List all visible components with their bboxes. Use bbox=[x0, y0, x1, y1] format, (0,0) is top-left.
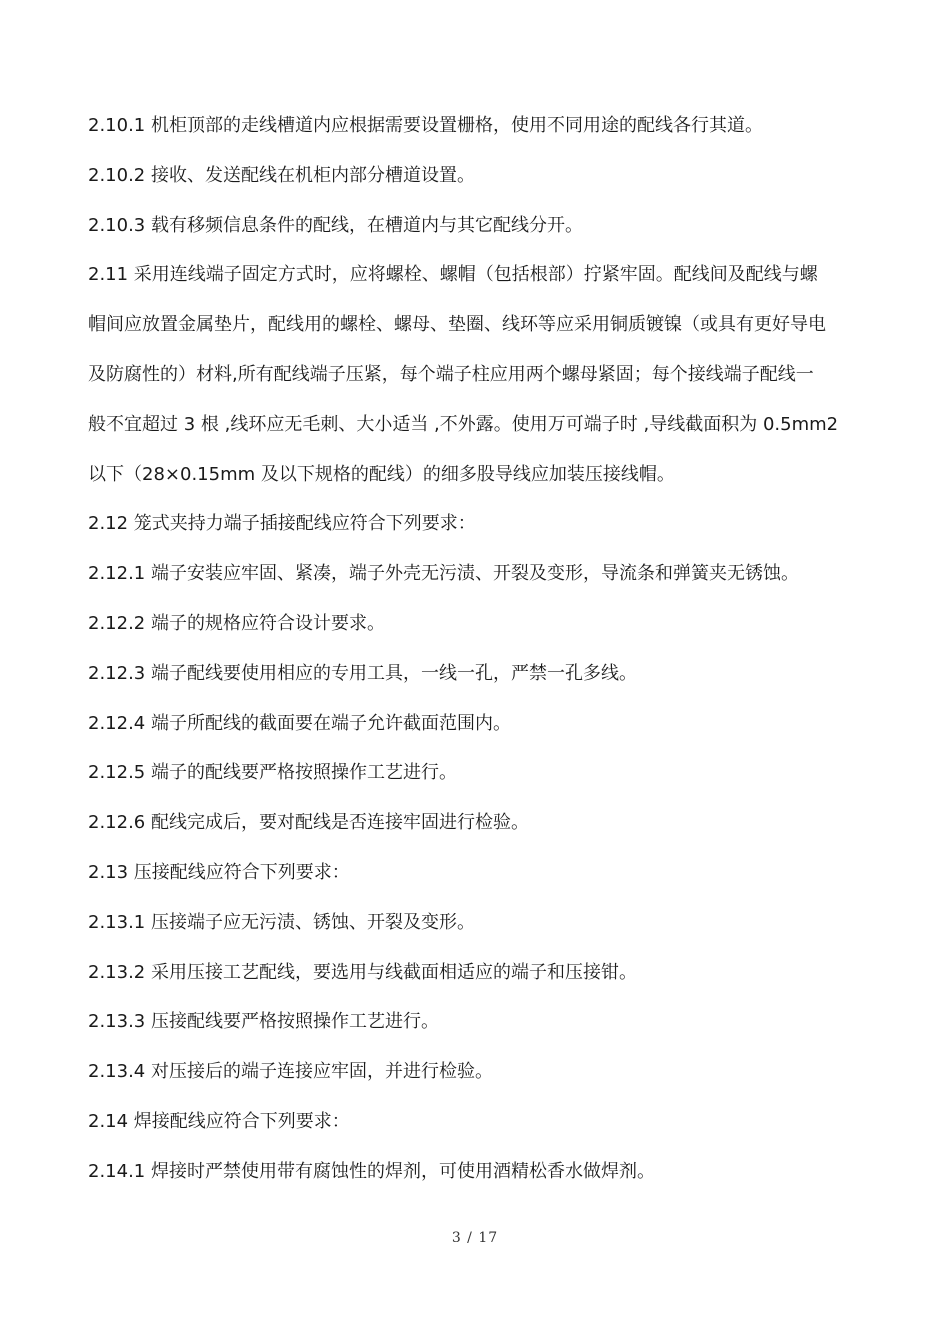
paragraph-2-11-line: 般不宜超过 3 根 ,线环应无毛刺、大小适当 ,不外露。使用万可端子时 ,导线截面积为 0.5mm2 bbox=[88, 413, 839, 435]
paragraph-2-11-line: 以下（28×0.15mm 及以下规格的配线）的细多股导线应加装压接线帽。 bbox=[88, 463, 675, 485]
paragraph-2-11-line: 帽间应放置金属垫片，配线用的螺栓、螺母、垫圈、线环等应采用铜质镀镍（或具有更好导电 bbox=[88, 314, 826, 336]
paragraph-2-12-3: 2.12.3 端子配线要使用相应的专用工具，一线一孔，严禁一孔多线。 bbox=[88, 662, 637, 684]
paragraph-2-13-2: 2.13.2 采用压接工艺配线，要选用与线截面相适应的端子和压接钳。 bbox=[88, 961, 637, 983]
paragraph-2-10-2: 2.10.2 接收、发送配线在机柜内部分槽道设置。 bbox=[88, 164, 475, 186]
paragraph-2-12-2: 2.12.2 端子的规格应符合设计要求。 bbox=[88, 612, 385, 634]
paragraph-2-13-3: 2.13.3 压接配线要严格按照操作工艺进行。 bbox=[88, 1011, 439, 1033]
paragraph-2-11-line: 及防腐性的）材料,所有配线端子压紧，每个端子柱应用两个螺母紧固；每个接线端子配线一 bbox=[88, 363, 814, 385]
paragraph-2-10-1: 2.10.1 机柜顶部的走线槽道内应根据需要设置栅格，使用不同用途的配线各行其道。 bbox=[88, 115, 763, 136]
paragraph-2-13-4: 2.13.4 对压接后的端子连接应牢固，并进行检验。 bbox=[88, 1061, 493, 1083]
paragraph-2-11-line: 2.11 采用连线端子固定方式时，应将螺栓、螺帽（包括根部）拧紧牢固。配线间及配线与螺 bbox=[88, 264, 818, 286]
page-number: 3 / 17 bbox=[451, 1230, 499, 1246]
paragraph-2-13: 2.13 压接配线应符合下列要求： bbox=[88, 861, 350, 883]
paragraph-2-14: 2.14 焊接配线应符合下列要求： bbox=[88, 1110, 350, 1132]
paragraph-2-12-6: 2.12.6 配线完成后，要对配线是否连接牢固进行检验。 bbox=[88, 812, 529, 834]
paragraph-2-12-5: 2.12.5 端子的配线要严格按照操作工艺进行。 bbox=[88, 762, 457, 784]
paragraph-2-11 bbox=[88, 250, 878, 499]
paragraph-2-10-3: 2.10.3 载有移频信息条件的配线，在槽道内与其它配线分开。 bbox=[88, 214, 583, 236]
document-body bbox=[88, 101, 878, 1197]
paragraph-2-13-1: 2.13.1 压接端子应无污渍、锈蚀、开裂及变形。 bbox=[88, 911, 475, 933]
paragraph-2-12-1: 2.12.1 端子安装应牢固、紧凑，端子外壳无污渍、开裂及变形，导流条和弹簧夹无锈蚀。 bbox=[88, 563, 799, 585]
paragraph-2-12-4: 2.12.4 端子所配线的截面要在端子允许截面范围内。 bbox=[88, 712, 511, 734]
paragraph-2-14-1: 2.14.1 焊接时严禁使用带有腐蚀性的焊剂，可使用酒精松香水做焊剂。 bbox=[88, 1160, 655, 1182]
paragraph-2-12: 2.12 笼式夹持力端子插接配线应符合下列要求： bbox=[88, 513, 476, 535]
